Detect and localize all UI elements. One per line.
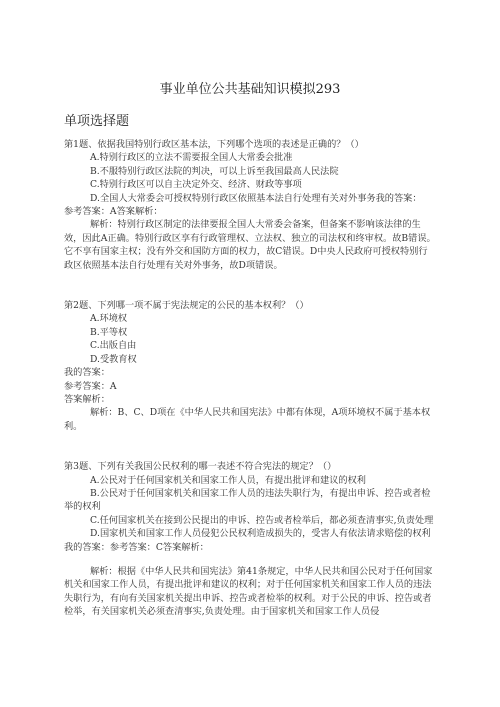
option-d: D.受教育权 xyxy=(90,353,137,365)
reference-answer: 参考答案：A xyxy=(64,380,117,392)
question-stem: 第3题、下列有关我国公民权利的哪一表述不符合宪法的规定？（） xyxy=(64,461,337,473)
explanation: 解析：特别行政区制定的法律要报全国人大常委会备案，但备案不影响该法律的生效，因此A正确。特别行政区享有行政管理权、立法权、独立的司法权和终审权。故B错误。它不享有国家主权；没有外交和国防方面的权力，故C错误。D中央人民政府可授权特别行政区依照基本法自行处理有关对外事务，故D项错误。 xyxy=(64,219,436,271)
option-a: A.特别行政区的立法不需要报全国人大常委会批准 xyxy=(90,152,293,164)
question-2 xyxy=(64,299,436,433)
option-c: C.任何国家机关在接到公民提出的申诉、控告或者检举后，都必须查清事实,负责处理 xyxy=(90,514,434,526)
my-answer: 我的答案： xyxy=(64,367,110,379)
option-c: C.特别行政区可以自主决定外交、经济、财政等事项 xyxy=(90,179,302,191)
option-c: C.出版自由 xyxy=(90,340,137,352)
option-b: B.公民对于任何国家机关和国家工作人员的违法失职行为，有提出申诉、控告或者检举的权利 xyxy=(64,487,431,513)
option-b: B.不服特别行政区法院的判决，可以上诉至我国最高人民法院 xyxy=(90,165,339,177)
explanation: 解析：根据《中华人民共和国宪法》第41条规定，中华人民共和国公民对于任何国家机关和国家工作人员，有提出批评和建议的权利；对于任何国家机关和国家工作人员的违法失职行为，有向有关国家机关提出申诉、控告或者检举的权利。对于公民的申诉、控告或者检举，有关国家机关必须查清事实,负责处理。由于国家机关和国家工作人员侵 xyxy=(64,565,433,618)
question-1 xyxy=(64,138,436,272)
question-stem: 第1题、依据我国特别行政区基本法，下列哪个选项的表述是正确的？（） xyxy=(64,139,364,150)
option-d: D.国家机关和国家工作人员侵犯公民权利造成损失的，受害人有依法请求赔偿的权利我的答案：参考答案：C答案解析： xyxy=(64,528,431,553)
explanation: 解析：B、C、D项在《中华人民共和国宪法》中都有体现，A项环境权不属于基本权利。 xyxy=(64,407,431,432)
spacer xyxy=(64,433,436,460)
spacer xyxy=(64,554,436,565)
question-stem: 第2题、下列哪一项不属于宪法规定的公民的基本权利？（） xyxy=(64,300,309,312)
reference-answer: 参考答案：A答案解析： xyxy=(64,206,163,218)
option-a: A.环境权 xyxy=(90,313,128,325)
analysis-label: 答案解析： xyxy=(64,393,110,405)
document-title: 事业单位公共基础知识模拟293 xyxy=(159,82,341,97)
option-d: D.全国人大常委会可授权特别行政区依照基本法自行处理有关对外事务我的答案： xyxy=(90,192,422,204)
option-b: B.平等权 xyxy=(90,326,128,338)
spacer xyxy=(64,272,436,299)
question-3 xyxy=(64,460,436,618)
section-title: 单项选择题 xyxy=(64,114,130,129)
option-a: A.公民对于任何国家机关和国家工作人员，有提出批评和建议的权利 xyxy=(90,474,366,486)
question-list xyxy=(64,138,436,619)
